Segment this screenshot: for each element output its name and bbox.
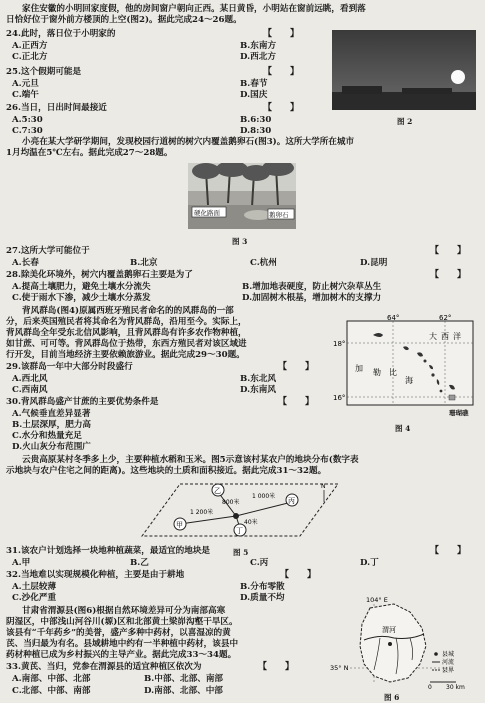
intro-text: 阴湿区，中部浅山河谷川(塬)区和北部黄土梁峁沟壑干旱区。	[6, 617, 238, 627]
answer-bracket[interactable]: 【 】	[263, 67, 300, 77]
fig4-ocean-label: 比	[389, 368, 397, 377]
option: A.西北风	[12, 374, 48, 384]
option: D.西北方	[240, 52, 276, 62]
option: B.增加地表硬度，防止树穴杂草丛生	[242, 282, 382, 292]
fig6-river-label: 渭河	[382, 626, 396, 634]
option: A.南部、中部、北部	[12, 674, 91, 684]
fig4-sea-label: 大	[429, 332, 437, 341]
intro-text: 家住安徽的小明回家度假，他的房间窗户朝向正西。某日黄昏，小明站在窗前远眺，看到落	[22, 4, 366, 14]
distance-label: 800米	[222, 499, 240, 506]
option: B.乙	[130, 558, 149, 568]
option: B.东南方	[240, 41, 277, 51]
option: A.土层较薄	[12, 582, 57, 592]
fig6-scale: 0	[428, 684, 432, 690]
intro-text: 芪、当归最为有名。县域耕地中约有一半种植中药材，该县中	[6, 639, 239, 649]
answer-bracket[interactable]: 【 】	[278, 397, 315, 407]
plot-label-bing: 丙	[288, 497, 295, 505]
option: C.北部、中部、南部	[12, 686, 91, 696]
intro-text: 甘肃省渭源县(图6)根据自然环境差异可分为南部高寒	[22, 606, 226, 616]
figure-caption: 图 6	[384, 693, 400, 702]
fig6-legend: 县界	[442, 667, 455, 674]
intro-text: 云贵高原某村冬季多上少，主要种植水稻和玉米。图5示意该村某农户的地块分布(数字表	[22, 455, 359, 465]
option: C.端午	[12, 90, 39, 100]
figure-5-diagram	[140, 478, 340, 544]
fig4-ocean-label: 勒	[373, 368, 381, 377]
sun-icon	[451, 70, 465, 84]
question-stem: 33.黄芪、当归，党参在渭源县的适宜种植区依次为	[6, 662, 202, 672]
intro-text: 背风群岛(图4)原属西班牙殖民者命名的的风群岛的一部	[22, 306, 234, 316]
figure-caption: 图 5	[233, 548, 249, 557]
option: C.7:30	[12, 126, 43, 136]
fig4-ocean-label: 加	[355, 364, 363, 373]
county-seat-icon	[388, 642, 392, 646]
option: B.中部、北部、南部	[144, 674, 224, 684]
intro-text: 背风群岛全年受东北信风影响，且背风群岛有许多农作物种植，	[6, 328, 247, 338]
fig6-legend: 河流	[442, 659, 455, 666]
fig6-lon: 104° E	[366, 596, 388, 604]
option: C.丙	[250, 558, 269, 568]
fig4-legend: 珊瑚礁	[449, 409, 469, 417]
intro-text: 1月均温在5℃左右。据此完成27～28题。	[6, 148, 173, 158]
figure-6-map	[330, 594, 480, 690]
option: A.5:30	[12, 115, 43, 125]
option: D.东南风	[240, 385, 276, 395]
figure-4-map	[333, 313, 479, 409]
option: B.6:30	[240, 115, 272, 125]
answer-bracket[interactable]: 【 】	[263, 29, 300, 39]
option: C.西南风	[12, 385, 48, 395]
option: B.东北风	[240, 374, 277, 384]
answer-bracket[interactable]: 【 】	[430, 270, 467, 280]
intro-text: 药材种植已成为乡村振兴的主导产业。据此完成33～34题。	[6, 650, 237, 660]
question-stem: 29.该群岛一年中大部分时段盛行	[6, 362, 133, 372]
answer-bracket[interactable]: 【 】	[263, 103, 300, 113]
option: C.杭州	[250, 258, 277, 268]
figure-caption: 图 3	[232, 237, 248, 246]
intro-text: 该县有“千年药乡”的美誉，盛产多种中药材，以喜湿凉的黄	[6, 628, 231, 638]
answer-bracket[interactable]: 【 】	[258, 662, 295, 672]
distance-label: 40米	[244, 519, 258, 526]
option: A.正西方	[12, 41, 48, 51]
option: C.使于雨水下渗，减少土壤水分蒸发	[12, 293, 151, 303]
figure-3-photo	[188, 163, 296, 229]
option: A.元旦	[12, 79, 39, 89]
fig4-lat2: 16°	[333, 394, 346, 402]
intro-text: 日恰好位于窗外前方楼顶的上空(图2)。据此完成24～26题。	[6, 15, 242, 25]
option: B.分布零散	[240, 582, 285, 592]
question-stem: 25.这个假期可能是	[6, 67, 82, 77]
option: D.昆明	[360, 258, 388, 268]
fig4-sea-label: 西	[441, 332, 449, 341]
fig6-scale: 30 km	[446, 684, 465, 690]
question-stem: 24.此时，落日位于小明家的	[6, 29, 116, 39]
figure-caption: 图 4	[395, 424, 411, 433]
option: C.水分和热量充足	[12, 431, 82, 441]
question-stem: 26.当日，日出时间最接近	[6, 103, 107, 113]
option: D.火山灰分布范围广	[12, 442, 91, 452]
fig6-lat: 35° N	[330, 664, 349, 672]
option: B.春节	[240, 79, 268, 89]
option: D.国庆	[240, 90, 268, 100]
option: A.提高土壤肥力，避免土壤水分流失	[12, 282, 151, 292]
option: B.北京	[130, 258, 158, 268]
plot-label-jia: 甲	[176, 521, 183, 529]
answer-bracket[interactable]: 【 】	[278, 362, 315, 372]
option: B.土层深厚，肥力高	[12, 420, 92, 430]
question-stem: 28.除美化环境外，树穴内覆盖鹅卵石主要是为了	[6, 270, 193, 280]
distance-label: 1 200米	[190, 509, 214, 516]
fig4-sea-label: 洋	[453, 332, 461, 341]
figure-2-sunset-photo	[332, 30, 476, 110]
fig3-label-left: 硬化路面	[194, 209, 220, 217]
option: A.甲	[12, 558, 31, 568]
intro-text: 分，后来英国殖民者将其命名为背风群岛，沿用至今。实际上，	[6, 317, 247, 327]
option: D.质量不均	[240, 593, 285, 603]
fig4-lon1: 64°	[387, 314, 400, 322]
option: D.南部、北部、中部	[144, 686, 223, 696]
sunset-illustration	[332, 30, 476, 110]
question-stem: 31.该农户计划选择一块地种植蔬菜，最适宜的地块是	[6, 546, 211, 556]
option: D.8:30	[240, 126, 272, 136]
fig3-label-right: 鹅卵石	[269, 211, 289, 219]
option: C.沙化严重	[12, 593, 57, 603]
option: D.加固树木根基，增加树木的支撑力	[242, 293, 382, 303]
fig4-ocean-label: 海	[405, 376, 413, 385]
question-stem: 32.当地难以实现规模化种植，主要是由于耕地	[6, 570, 185, 580]
answer-bracket[interactable]: 【 】	[430, 546, 467, 556]
fig6-legend: 县城	[442, 651, 455, 658]
option: A.气候垂直差异显著	[12, 409, 91, 419]
answer-bracket[interactable]: 【 】	[430, 246, 467, 256]
fig4-lon2: 62°	[439, 314, 452, 322]
distance-label: 1 000米	[252, 493, 276, 500]
option: D.丁	[360, 558, 379, 568]
option: A.长春	[12, 258, 39, 268]
intro-text: 如甘蔗、可可等。背风群岛位于热带，东西方殖民者对该区域进	[6, 339, 247, 349]
intro-text: 示地块与农户住宅之间的距离)。这些地块的土质和面积接近。据此完成31～32题。	[6, 466, 327, 476]
question-stem: 30.背风群岛盛产甘蔗的主要优势条件是	[6, 397, 159, 407]
answer-bracket[interactable]: 【 】	[280, 570, 317, 580]
plot-label-ding: 丁	[236, 527, 243, 535]
plot-label-yi: 乙	[214, 487, 221, 495]
option: C.正北方	[12, 52, 48, 62]
intro-text: 小亮在某大学研学期间，发现校园行道树的树穴内覆盖鹅卵石(图3)。这所大学所在城市	[22, 137, 355, 147]
intro-text: 行开发，目前当地经济主要依赖旅游业。据此完成29～30题。	[6, 350, 245, 360]
north-arrow-icon: N	[321, 483, 326, 490]
fig4-lat1: 18°	[333, 340, 346, 348]
question-stem: 27.这所大学可能位于	[6, 246, 90, 256]
figure-caption: 图 2	[397, 117, 413, 126]
